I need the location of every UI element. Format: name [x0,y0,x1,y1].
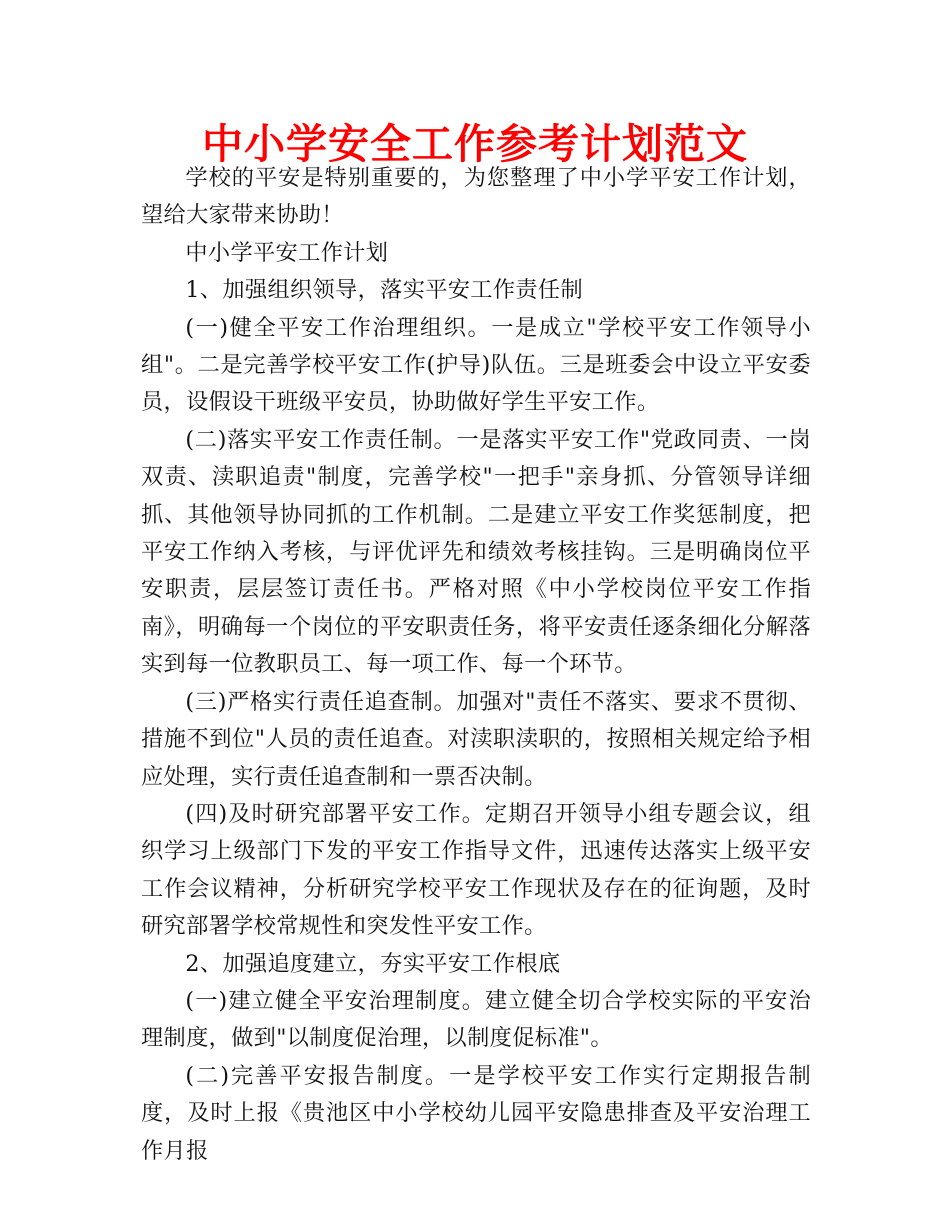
paragraph-2-2: (二)完善平安报告制度。一是学校平安工作实行定期报告制度，及时上报《贵池区中小学校幼儿园平安隐患排查及平安治理工作月报 [141,1062,811,1164]
intro-paragraph: 学校的平安是特别重要的，为您整理了中小学平安工作计划，望给大家带来协助！ [141,165,811,229]
section-heading-1: 1、加强组织领导，落实平安工作责任制 [185,277,583,304]
document-body [141,160,811,1170]
plan-heading: 中小学平安工作计划 [185,239,389,266]
paragraph-1-2: (二)落实平安工作责任制。一是落实平安工作"党政同责、一岗双责、渎职追责"制度，完善学校"一把手"亲身抓、分管领导详细抓、其他领导协同抓的工作机制。二是建立平安工作奖惩制度，把平安工作纳入考核，与评优评先和绩效考核挂钩。三是明确岗位平安职责，层层签订责任书。严格对照《中小学校岗位平安工作指南》，明确每一个岗位的平安职责任务，将平安责任逐条细化分解落实到每一位教职员工、每一项工作、每一个环节。 [141,426,811,678]
paragraph-2-1: (一)建立健全平安治理制度。建立健全切合学校实际的平安治理制度，做到"以制度促治理，以制度促标准"。 [141,987,811,1052]
paragraph-1-3: (三)严格实行责任追查制。加强对"责任不落实、要求不贯彻、措施不到位"人员的责任追查。对渎职渎职的，按照相关规定给予相应处理，实行责任追查制和一票否决制。 [141,688,811,790]
document-title: 中小学安全工作参考计划范文 [202,120,748,168]
paragraph-1-1: (一)健全平安工作治理组织。一是成立"学校平安工作领导小组"。二是完善学校平安工作(护导)队伍。三是班委会中设立平安委员，设假设干班级平安员，协助做好学生平安工作。 [141,314,811,416]
section-heading-2: 2、加强追度建立，夯实平安工作根底 [185,950,561,977]
paragraph-1-4: (四)及时研究部署平安工作。定期召开领导小组专题会议，组织学习上级部门下发的平安工作指导文件，迅速传达落实上级平安工作会议精神，分析研究学校平安工作现状及存在的征询题，及时研究部署学校常规性和突发性平安工作。 [141,800,811,940]
